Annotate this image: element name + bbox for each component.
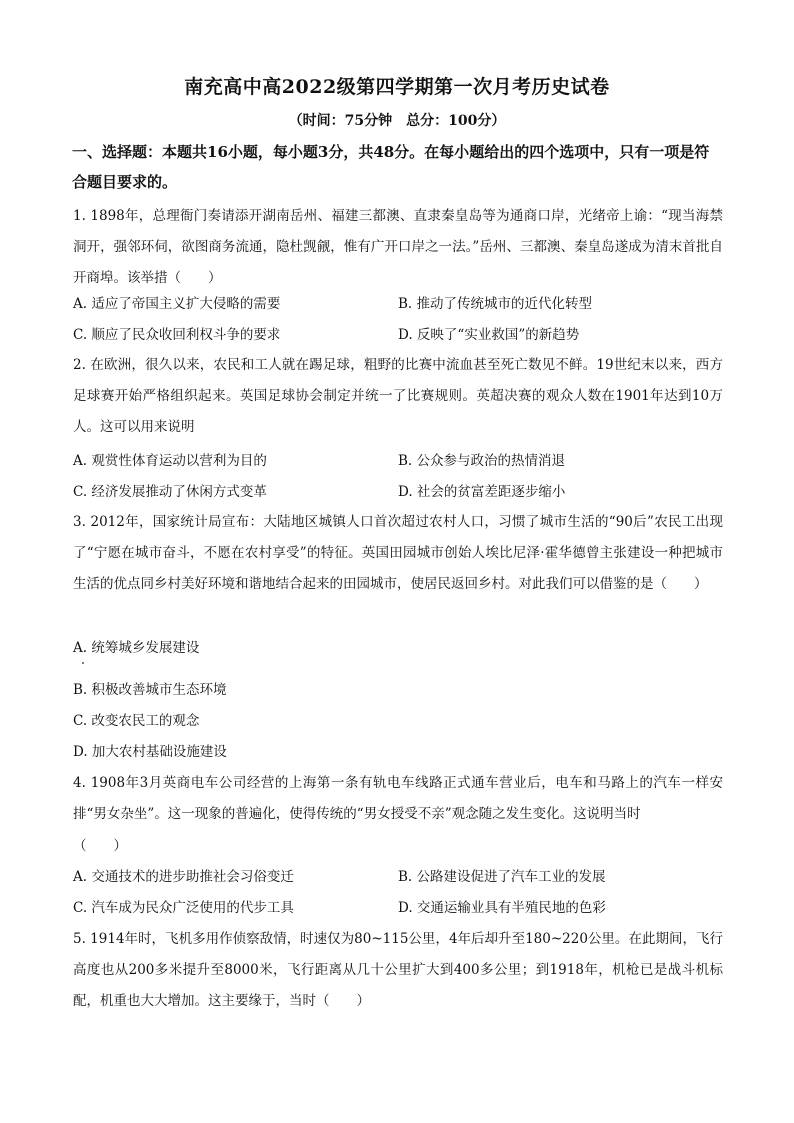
exam-subtitle: （时间：75分钟 总分：100分）	[288, 113, 506, 129]
question-2-option-d: D. 社会的贫富差距逐步缩小	[398, 484, 566, 500]
question-1-option-d: D. 反映了“实业救国”的新趋势	[398, 327, 580, 343]
question-1-option-a: A. 适应了帝国主义扩大侵略的需要	[73, 296, 281, 312]
question-4-paren: （ ）	[73, 838, 127, 854]
exam-title: 南充高中高2022级第四学期第一次月考历史试卷	[184, 76, 610, 98]
question-5-stem: 5. 1914年时，飞机多用作侦察敌情，时速仅为80~115公里，4年后却升至180~220公里。在此期间，飞行高度也从200多米提升至8000米，飞行距离从几十公里扩大到400多公里；到1918年，机枪已是战斗机标配，机重也大大增加。这主要缘于，当时（ ）	[73, 931, 723, 1009]
question-2-option-c: C. 经济发展推动了休闲方式变革	[73, 484, 267, 500]
question-1-option-c: C. 顺应了民众收回利权斗争的要求	[73, 327, 281, 343]
section-heading: 一、选择题：本题共16小题，每小题3分，共48分。在每小题给出的四个选项中，只有一项是符合题目要求的。	[72, 143, 710, 191]
question-4-option-d: D. 交通运输业具有半殖民地的色彩	[398, 900, 606, 916]
question-2-option-a: A. 观赏性体育运动以营利为目的	[73, 453, 267, 469]
question-4-option-c: C. 汽车成为民众广泛使用的代步工具	[73, 900, 294, 916]
question-2-stem: 2. 在欧洲，很久以来，农民和工人就在踢足球，粗野的比赛中流血甚至死亡数见不鲜。19世纪末以来，西方足球赛开始严格组织起来。英国足球协会制定并统一了比赛规则。英超决赛的观众人数在1901年达到10万人。这可以用来说明	[73, 357, 723, 435]
question-4-option-b: B. 公路建设促进了汽车工业的发展	[398, 869, 606, 885]
question-4-stem: 4. 1908年3月英商电车公司经营的上海第一条有轨电车线路正式通车营业后，电车和马路上的汽车一样安排“男女杂坐”。这一现象的普遍化，使得传统的“男女授受不亲”观念随之发生变化。这说明当时	[73, 775, 723, 822]
question-3-option-a: A. 统筹城乡发展建设	[73, 640, 200, 656]
question-3-option-c: C. 改变农民工的观念	[73, 713, 200, 729]
question-3-option-d: D. 加大农村基础设施建设	[73, 744, 227, 760]
stray-dot	[82, 662, 84, 664]
question-3-option-b: B. 积极改善城市生态环境	[73, 682, 227, 698]
question-4-option-a: A. 交通技术的进步助推社会习俗变迁	[73, 869, 294, 885]
question-3-stem: 3. 2012年，国家统计局宣布：大陆地区城镇人口首次超过农村人口，习惯了城市生活的“90后”农民工出现了“宁愿在城市奋斗，不愿在农村享受”的特征。英国田园城市创始人埃比尼泽·霍华德曾主张建设一种把城市生活的优点同乡村美好环境和谐地结合起来的田园城市，使居民返回乡村。对此我们可以借鉴的是（ ）	[73, 514, 723, 592]
question-2-option-b: B. 公众参与政治的热情消退	[398, 453, 566, 469]
question-1-stem: 1. 1898年，总理衙门奏请添开湖南岳州、福建三都澳、直隶秦皇岛等为通商口岸，光绪帝上谕：“现当海禁洞开，强邻环伺，欲图商务流通，隐杜觊觎，惟有广开口岸之一法。”岳州、三都澳、秦皇岛遂成为清末首批自开商埠。该举措（ ）	[73, 208, 723, 286]
question-1-option-b: B. 推动了传统城市的近代化转型	[398, 296, 593, 312]
